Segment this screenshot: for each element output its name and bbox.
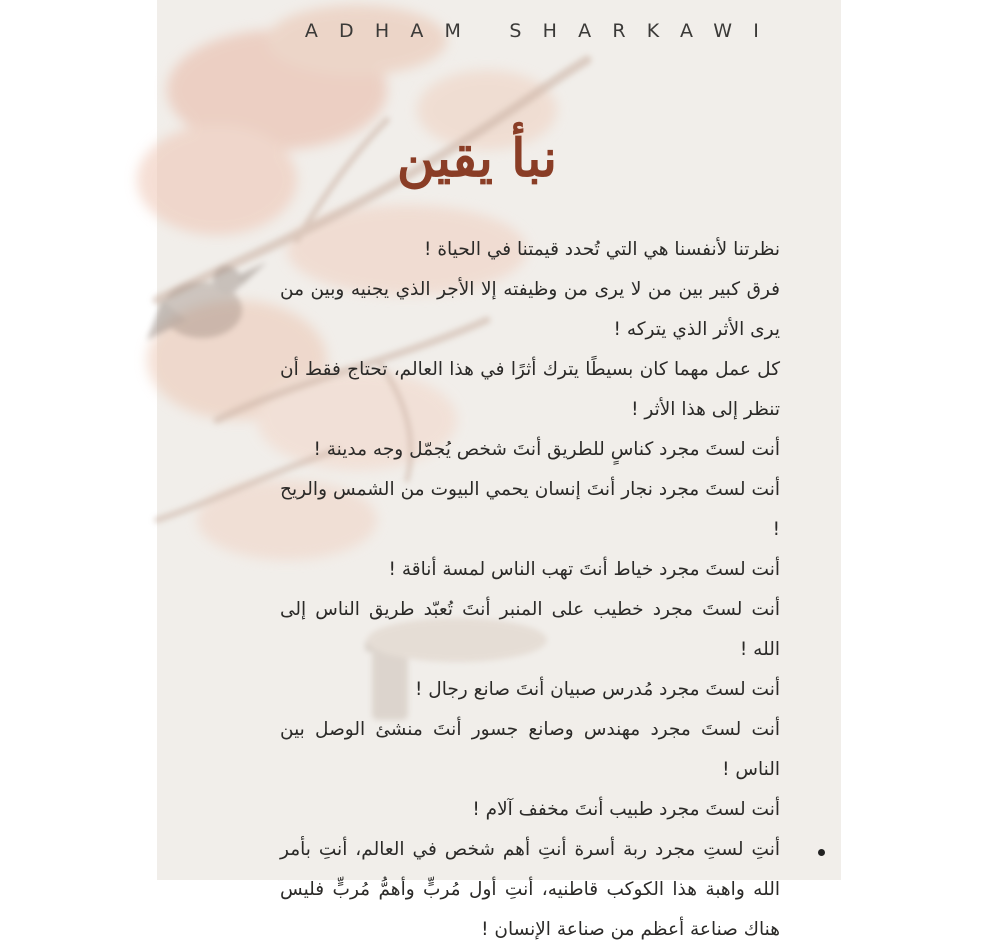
paragraph: أنت لستَ مجرد كناسٍ للطريق أنتَ شخص يُجمّل وجه مدينة ! xyxy=(313,439,780,460)
paragraph: أنت لستَ مجرد طبيب أنتَ مخفف آلام ! xyxy=(472,799,780,820)
paragraph: كل عمل مهما كان بسيطًا يترك أثرًا في هذا العالم، تحتاج فقط أن تنظر إلى هذا الأثر ! xyxy=(280,359,780,420)
paragraph: أنت لستَ مجرد مُدرس صبيان أنتَ صانع رجال ! xyxy=(415,679,780,700)
book-page xyxy=(157,0,841,940)
paragraph: أنت لستَ مجرد نجار أنتَ إنسان يحمي البيوت من الشمس والريح ! xyxy=(280,479,780,540)
body-text xyxy=(280,230,780,950)
paragraph: أنت لستَ مجرد خطيب على المنبر أنتَ تُعبّد طريق الناس إلى الله ! xyxy=(280,599,780,660)
page-edge-dot xyxy=(818,849,825,856)
paragraph: أنت لستَ مجرد خياط أنتَ تهب الناس لمسة أناقة ! xyxy=(388,559,780,580)
chapter-title: نبأ يقين xyxy=(396,128,558,189)
author-name: ADHAM SHARKAWI xyxy=(304,20,780,42)
paragraph: أنت لستَ مجرد مهندس وصانع جسور أنتَ منشئ الوصل بين الناس ! xyxy=(280,719,780,780)
paragraph: نظرتنا لأنفسنا هي التي تُحدد قيمتنا في الحياة ! xyxy=(424,239,780,260)
paragraph: فرق كبير بين من لا يرى من وظيفته إلا الأجر الذي يجنيه وبين من يرى الأثر الذي يتركه ! xyxy=(280,279,780,340)
paragraph: أنتِ لستِ مجرد ربة أسرة أنتِ أهم شخص في العالم، أنتِ بأمر الله واهبة هذا الكوكب قاطنيه، أنتِ أول مُربٍّ وأهمُّ مُربٍّ فليس هناك صناعة أعظم من صناعة الإنسان ! xyxy=(280,839,780,940)
